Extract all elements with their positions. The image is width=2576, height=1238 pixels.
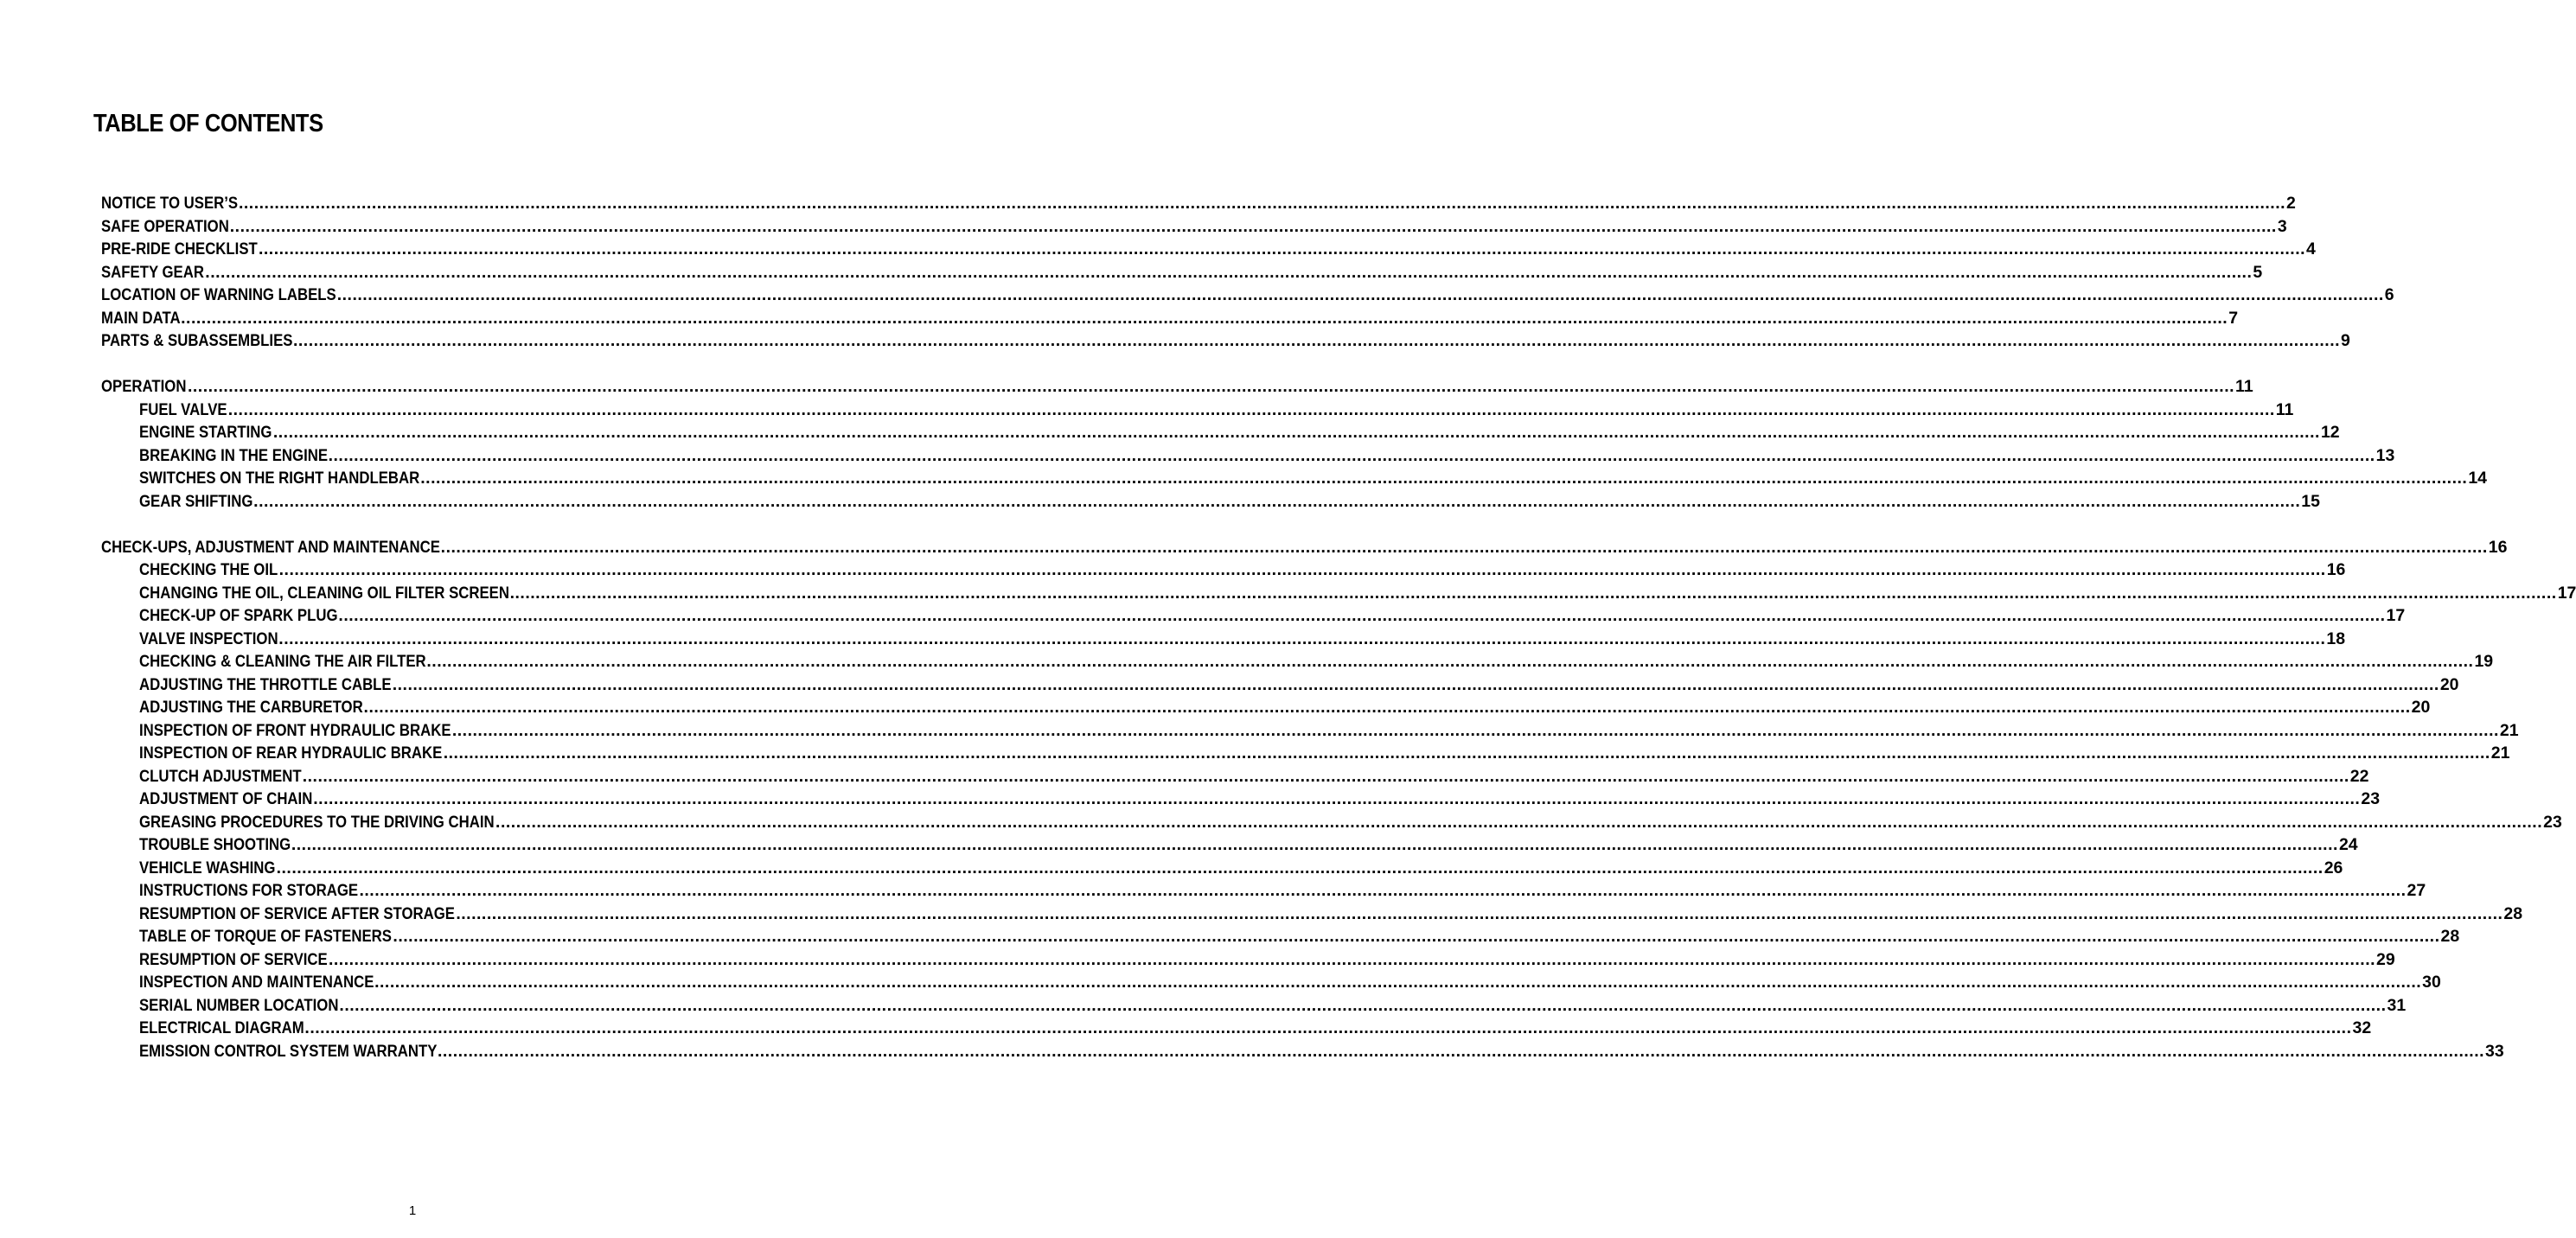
toc-dot-leader: ................................................................................................................................................................................................................................................................................................................................................................................................................: [495, 812, 2543, 832]
toc-entry-page-number: 17: [2557, 583, 2576, 603]
toc-entry-label: PRE-RIDE CHECKLIST: [101, 239, 258, 258]
toc-entry-page-number: 16: [2326, 560, 2346, 579]
toc-subsection-entry[interactable]: [0, 903, 2523, 926]
toc-dot-leader: ................................................................................................................................................................................................................................................................................................................................................................................................................: [359, 881, 2407, 900]
toc-entry-label: VEHICLE WASHING: [139, 858, 276, 877]
toc-dot-leader: ................................................................................................................................................................................................................................................................................................................................................................................................................: [276, 858, 2324, 877]
toc-subsection-entry[interactable]: [0, 444, 2395, 468]
toc-entry-label: SWITCHES ON THE RIGHT HANDLEBAR: [139, 469, 420, 488]
toc-subsection-entry[interactable]: [0, 490, 2320, 514]
toc-entry-label: SERIAL NUMBER LOCATION: [139, 995, 339, 1015]
toc-entry-label: SAFETY GEAR: [101, 262, 204, 282]
toc-dot-leader: ................................................................................................................................................................................................................................................................................................................................................................................................................: [509, 583, 2557, 603]
toc-section-entry[interactable]: [0, 238, 2316, 261]
toc-subsection-entry[interactable]: [0, 925, 2460, 948]
toc-subsection-entry[interactable]: [0, 971, 2441, 994]
toc-dot-leader: ................................................................................................................................................................................................................................................................................................................................................................................................................: [258, 239, 2306, 258]
toc-subsection-entry[interactable]: [0, 833, 2358, 857]
toc-entry-page-number: 28: [2503, 903, 2523, 923]
toc-dot-leader: ................................................................................................................................................................................................................................................................................................................................................................................................................: [393, 927, 2440, 946]
toc-dot-leader: ................................................................................................................................................................................................................................................................................................................................................................................................................: [338, 606, 2386, 625]
toc-entry-page-number: 21: [2499, 720, 2519, 740]
toc-entry-page-number: 5: [2253, 262, 2263, 282]
toc-entry-label: TROUBLE SHOOTING: [139, 835, 291, 854]
toc-subsection-entry[interactable]: [0, 467, 2488, 490]
toc-entry-page-number: 29: [2376, 949, 2395, 969]
toc-subsection-entry[interactable]: [0, 811, 2562, 834]
toc-subsection-entry[interactable]: [0, 742, 2510, 765]
toc-entry-label: CLUTCH ADJUSTMENT: [139, 766, 302, 786]
toc-subsection-entry[interactable]: [0, 948, 2395, 972]
toc-subsection-entry[interactable]: [0, 421, 2340, 444]
toc-dot-leader: ................................................................................................................................................................................................................................................................................................................................................................................................................: [238, 194, 2286, 213]
toc-dot-leader: ................................................................................................................................................................................................................................................................................................................................................................................................................: [392, 674, 2439, 694]
toc-entry-label: BREAKING IN THE ENGINE: [139, 445, 329, 465]
toc-subsection-entry[interactable]: [0, 1017, 2372, 1040]
toc-dot-leader: ................................................................................................................................................................................................................................................................................................................................................................................................................: [278, 560, 2326, 579]
toc-dot-leader: ................................................................................................................................................................................................................................................................................................................................................................................................................: [440, 537, 2488, 557]
toc-entry-page-number: 28: [2440, 927, 2460, 946]
toc-entry-page-number: 27: [2407, 881, 2426, 900]
toc-entry-label: ADJUSTING THE THROTTLE CABLE: [139, 674, 392, 694]
toc-entry-page-number: 32: [2352, 1018, 2372, 1037]
toc-entry-label: CHECK-UPS, ADJUSTMENT AND MAINTENANCE: [101, 537, 440, 557]
toc-entry-page-number: 7: [2228, 308, 2239, 328]
toc-entry-page-number: 19: [2474, 652, 2494, 671]
toc-entry-page-number: 15: [2301, 491, 2320, 511]
toc-dot-leader: ................................................................................................................................................................................................................................................................................................................................................................................................................: [437, 1041, 2485, 1061]
toc-entry-page-number: 20: [2411, 698, 2431, 717]
toc-entry-page-number: 33: [2485, 1041, 2504, 1061]
toc-dot-leader: ................................................................................................................................................................................................................................................................................................................................................................................................................: [374, 973, 2422, 992]
toc-entry-page-number: 30: [2422, 973, 2441, 992]
toc-dot-leader: ................................................................................................................................................................................................................................................................................................................................................................................................................: [278, 629, 2326, 648]
toc-entry-label: ENGINE STARTING: [139, 423, 272, 442]
toc-entry-label: FUEL VALVE: [139, 399, 227, 419]
toc-entry-label: MAIN DATA: [101, 308, 181, 328]
toc-dot-leader: ................................................................................................................................................................................................................................................................................................................................................................................................................: [181, 308, 2228, 328]
table-of-contents: [0, 192, 2576, 1086]
toc-dot-leader: ................................................................................................................................................................................................................................................................................................................................................................................................................: [304, 1018, 2352, 1037]
toc-section-entry[interactable]: [0, 192, 2296, 215]
toc-dot-leader: ................................................................................................................................................................................................................................................................................................................................................................................................................: [328, 949, 2376, 969]
toc-subsection-entry[interactable]: [0, 604, 2406, 628]
toc-dot-leader: ................................................................................................................................................................................................................................................................................................................................................................................................................: [272, 423, 2320, 442]
toc-entry-page-number: 18: [2326, 629, 2346, 648]
toc-entry-page-number: 26: [2324, 858, 2343, 877]
toc-dot-leader: ................................................................................................................................................................................................................................................................................................................................................................................................................: [363, 698, 2411, 717]
toc-group: [0, 375, 2488, 513]
toc-dot-leader: ................................................................................................................................................................................................................................................................................................................................................................................................................: [420, 469, 2468, 488]
toc-entry-page-number: 2: [2286, 194, 2296, 213]
toc-entry-page-number: 31: [2387, 995, 2407, 1015]
toc-dot-leader: ................................................................................................................................................................................................................................................................................................................................................................................................................: [426, 652, 2474, 671]
toc-entry-page-number: 12: [2320, 423, 2340, 442]
toc-entry-page-number: 20: [2439, 674, 2459, 694]
toc-entry-page-number: 6: [2384, 285, 2394, 304]
toc-subsection-entry[interactable]: [0, 765, 2369, 788]
toc-entry-label: INSTRUCTIONS FOR STORAGE: [139, 881, 359, 900]
toc-entry-label: VALVE INSPECTION: [139, 629, 278, 648]
toc-subsection-entry[interactable]: [0, 582, 2576, 605]
toc-entry-label: INSPECTION OF REAR HYDRAULIC BRAKE: [139, 743, 443, 763]
toc-entry-label: ADJUSTING THE CARBURETOR: [139, 698, 363, 717]
toc-dot-leader: ................................................................................................................................................................................................................................................................................................................................................................................................................: [456, 903, 2503, 923]
toc-entry-label: GREASING PROCEDURES TO THE DRIVING CHAIN: [139, 812, 495, 832]
toc-entry-label: CHECKING & CLEANING THE AIR FILTER: [139, 652, 426, 671]
page-title: TABLE OF CONTENTS: [93, 110, 323, 138]
toc-entry-label: INSPECTION OF FRONT HYDRAULIC BRAKE: [139, 720, 451, 740]
toc-entry-label: ADJUSTMENT OF CHAIN: [139, 789, 313, 808]
toc-subsection-entry[interactable]: [0, 558, 2346, 582]
toc-entry-page-number: 22: [2349, 766, 2369, 786]
toc-entry-label: SAFE OPERATION: [101, 216, 229, 236]
toc-entry-label: ELECTRICAL DIAGRAM: [139, 1018, 304, 1037]
toc-dot-leader: ................................................................................................................................................................................................................................................................................................................................................................................................................: [253, 491, 2301, 511]
toc-dot-leader: ................................................................................................................................................................................................................................................................................................................................................................................................................: [187, 377, 2235, 396]
toc-subsection-entry[interactable]: [0, 696, 2431, 719]
toc-section-entry[interactable]: [0, 307, 2239, 330]
toc-entry-label: GEAR SHIFTING: [139, 491, 253, 511]
toc-section-entry[interactable]: [0, 329, 2350, 353]
toc-subsection-entry[interactable]: [0, 673, 2459, 697]
toc-section-entry[interactable]: [0, 215, 2287, 239]
toc-entry-page-number: 14: [2468, 469, 2488, 488]
toc-subsection-entry[interactable]: [0, 788, 2381, 811]
toc-dot-leader: ................................................................................................................................................................................................................................................................................................................................................................................................................: [328, 445, 2375, 465]
toc-section-entry[interactable]: [0, 375, 2253, 399]
toc-entry-label: RESUMPTION OF SERVICE AFTER STORAGE: [139, 903, 455, 923]
toc-subsection-entry[interactable]: [0, 650, 2494, 673]
toc-subsection-entry[interactable]: [0, 879, 2426, 903]
toc-entry-page-number: 9: [2341, 331, 2350, 350]
toc-section-entry[interactable]: [0, 284, 2394, 307]
toc-dot-leader: ................................................................................................................................................................................................................................................................................................................................................................................................................: [313, 789, 2361, 808]
toc-subsection-entry[interactable]: [0, 628, 2346, 651]
toc-subsection-entry[interactable]: [0, 994, 2407, 1018]
toc-group: [0, 536, 2576, 1063]
toc-entry-page-number: 24: [2338, 835, 2358, 854]
toc-entry-page-number: 4: [2306, 239, 2316, 258]
toc-section-entry[interactable]: [0, 536, 2508, 559]
toc-subsection-entry[interactable]: [0, 1040, 2504, 1063]
toc-entry-label: RESUMPTION OF SERVICE: [139, 949, 328, 969]
page-number: 1: [408, 1203, 417, 1218]
toc-entry-page-number: 21: [2490, 743, 2510, 763]
toc-entry-page-number: 16: [2488, 537, 2508, 557]
toc-dot-leader: ................................................................................................................................................................................................................................................................................................................................................................................................................: [227, 399, 2275, 419]
toc-entry-page-number: 11: [2275, 399, 2294, 419]
toc-subsection-entry[interactable]: [0, 399, 2294, 422]
toc-dot-leader: ................................................................................................................................................................................................................................................................................................................................................................................................................: [291, 835, 2338, 854]
toc-entry-label: LOCATION OF WARNING LABELS: [101, 285, 336, 304]
toc-subsection-entry[interactable]: [0, 857, 2343, 880]
toc-entry-label: CHECK-UP OF SPARK PLUG: [139, 606, 338, 625]
toc-entry-label: CHECKING THE OIL: [139, 560, 278, 579]
toc-dot-leader: ................................................................................................................................................................................................................................................................................................................................................................................................................: [292, 331, 2341, 350]
toc-entry-label: CHANGING THE OIL, CLEANING OIL FILTER SCREEN: [139, 583, 509, 603]
toc-entry-label: OPERATION: [101, 377, 187, 396]
toc-dot-leader: ................................................................................................................................................................................................................................................................................................................................................................................................................: [339, 995, 2387, 1015]
toc-entry-page-number: 17: [2386, 606, 2406, 625]
toc-entry-label: PARTS & SUBASSEMBLIES: [101, 331, 293, 350]
toc-entry-page-number: 23: [2543, 812, 2562, 832]
toc-entry-label: EMISSION CONTROL SYSTEM WARRANTY: [139, 1041, 438, 1061]
toc-section-entry[interactable]: [0, 261, 2263, 284]
toc-dot-leader: ................................................................................................................................................................................................................................................................................................................................................................................................................: [443, 743, 2490, 763]
toc-subsection-entry[interactable]: [0, 719, 2519, 743]
toc-entry-label: TABLE OF TORQUE OF FASTENERS: [139, 927, 392, 946]
toc-dot-leader: ................................................................................................................................................................................................................................................................................................................................................................................................................: [451, 720, 2499, 740]
toc-entry-page-number: 3: [2277, 216, 2287, 236]
toc-dot-leader: ................................................................................................................................................................................................................................................................................................................................................................................................................: [302, 766, 2349, 786]
toc-dot-leader: ................................................................................................................................................................................................................................................................................................................................................................................................................: [229, 216, 2277, 236]
toc-dot-leader: ................................................................................................................................................................................................................................................................................................................................................................................................................: [205, 262, 2253, 282]
toc-entry-label: NOTICE TO USER’S: [101, 194, 239, 213]
toc-entry-page-number: 13: [2375, 445, 2395, 465]
toc-group: [0, 192, 2394, 353]
toc-entry-page-number: 11: [2235, 377, 2253, 396]
toc-entry-page-number: 23: [2361, 789, 2381, 808]
toc-entry-label: INSPECTION AND MAINTENANCE: [139, 973, 374, 992]
toc-dot-leader: ................................................................................................................................................................................................................................................................................................................................................................................................................: [336, 285, 2384, 304]
